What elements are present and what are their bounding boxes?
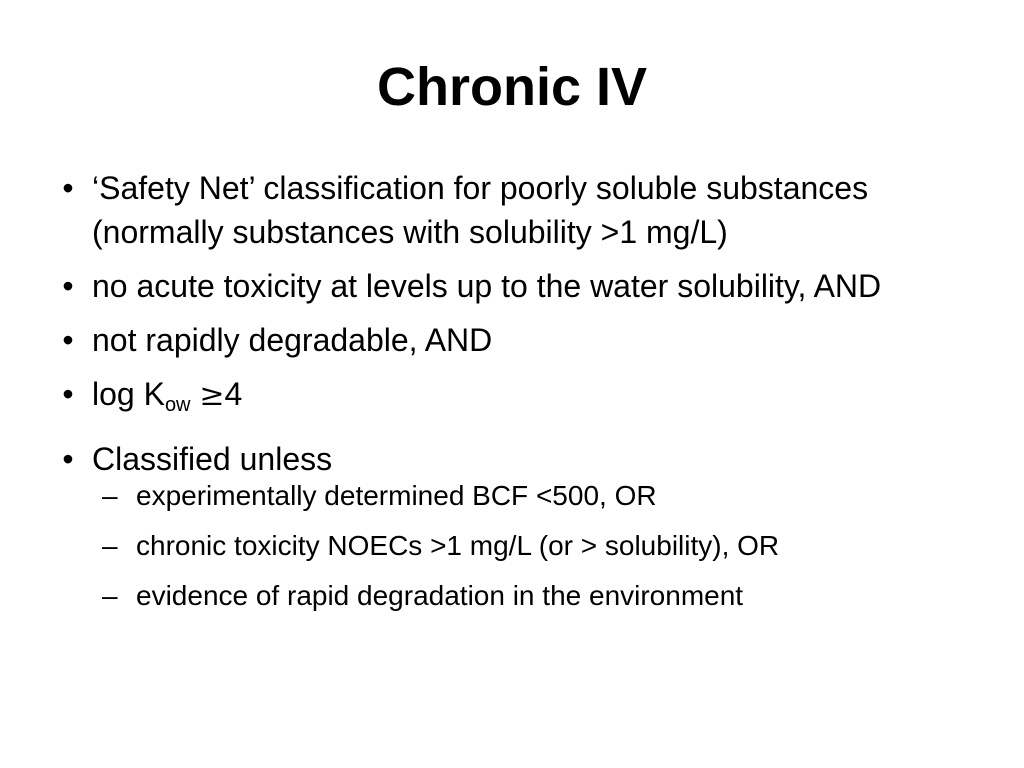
sub-bullet-item	[92, 477, 956, 515]
kow-subscript: ow	[164, 394, 191, 416]
bullet-item	[56, 166, 956, 254]
sub-bullet-item	[92, 527, 956, 565]
bullet-item	[56, 264, 956, 308]
log-kow-prefix: log K	[92, 376, 165, 412]
bullet-text: Classified unless	[92, 441, 333, 477]
bullet-item	[56, 372, 956, 427]
bullet-text: not rapidly degradable, AND	[92, 322, 493, 358]
bullet-item	[56, 437, 956, 615]
bullet-marker: •	[62, 170, 74, 206]
sub-bullet-text: evidence of rapid degradation in the environment	[136, 580, 744, 611]
bullet-list	[56, 166, 956, 627]
bullet-marker: •	[62, 441, 74, 477]
sub-bullet-text: chronic toxicity NOECs >1 mg/L (or > solubility), OR	[136, 530, 780, 561]
bullet-text: ‘Safety Net’ classification for poorly soluble substances (normally substances with solubility >1 mg/L)	[92, 170, 869, 250]
bullet-text: no acute toxicity at levels up to the water solubility, AND	[92, 268, 882, 304]
sub-bullet-list	[92, 477, 956, 615]
bullet-item	[56, 318, 956, 362]
sub-bullet-item	[92, 577, 956, 615]
slide-title: Chronic IV	[376, 57, 648, 117]
sub-bullet-text: experimentally determined BCF <500, OR	[136, 480, 657, 511]
log-kow-value: 4	[224, 376, 243, 412]
sub-bullet-marker: –	[102, 580, 118, 611]
greater-equal-symbol: ≥	[199, 378, 225, 413]
bullet-marker: •	[62, 376, 74, 412]
sub-bullet-marker: –	[102, 480, 118, 511]
bullet-marker: •	[62, 268, 74, 304]
bullet-marker: •	[62, 322, 74, 358]
sub-bullet-marker: –	[102, 530, 118, 561]
